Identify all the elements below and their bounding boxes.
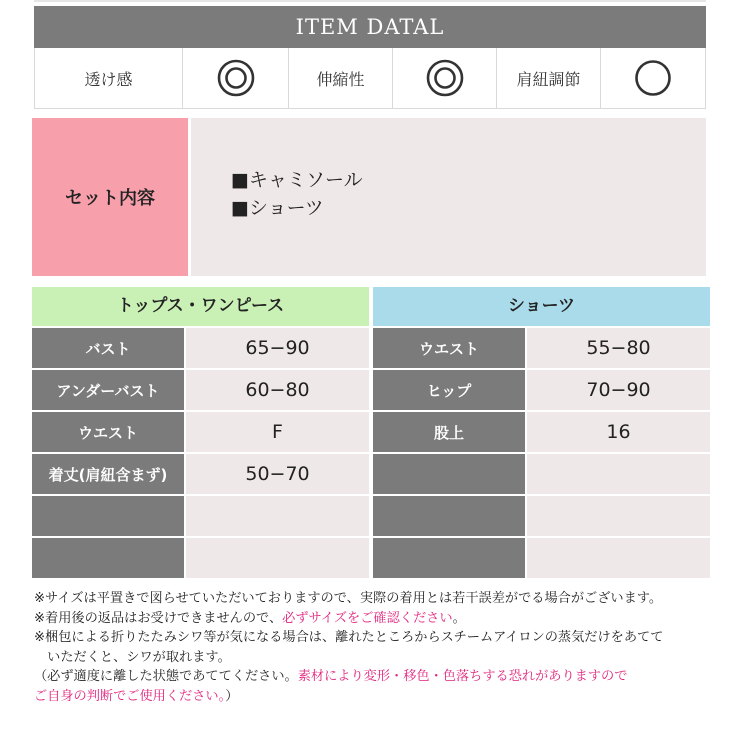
table-row [373,454,710,494]
note-line [34,687,734,707]
table-row [32,328,369,368]
table-row [373,370,710,410]
feature-label-strap-adjust: 肩紐調節 [497,48,601,108]
note-line [34,628,734,648]
item-detail-header: ITEM DATAL [34,6,706,48]
table-row [32,370,369,410]
size-value: 55−80 [527,328,710,368]
set-contents-panel [191,118,706,276]
size-value: 50−70 [186,454,369,494]
note-line [34,667,734,687]
circle-icon [632,57,674,99]
table-row [32,496,369,536]
top-divider [34,0,706,2]
note-line [34,589,734,609]
table-row [373,412,710,452]
feature-label-stretch: 伸縮性 [289,48,393,108]
note-warning-text: 素材により変形・移色・色落ちする恐れがありますので [297,669,628,684]
set-contents-label: セット内容 [32,118,188,276]
table-row [373,538,710,578]
note-text: ） [225,688,239,704]
size-key: バスト [32,328,184,368]
table-row [373,496,710,536]
feature-rating-sheerness [183,48,289,108]
size-key: ヒップ [373,370,525,410]
double-circle-icon [424,57,466,99]
size-key: 着丈(肩紐含まず) [32,454,184,494]
note-text: ※梱包による折りたたみシワ等が気になる場合は、離れたところからスチームアイロンの蒸気だけをあてて [34,630,664,645]
tops-table-header: トップス・ワンピース [32,287,369,326]
size-key: 股上 [373,412,525,452]
size-key [373,538,525,578]
set-item-camisole: ■キャミソール [231,169,363,191]
note-text: 。 [452,610,466,626]
size-key: アンダーバスト [32,370,184,410]
feature-label-sheerness: 透け感 [35,48,183,108]
note-warning-text: 必ずサイズをご確認ください [282,610,453,626]
set-contents-list [231,166,363,222]
size-value: 60−80 [186,370,369,410]
size-value: F [186,412,369,452]
table-row [373,328,710,368]
note-text: ※サイズは平置きで図らせていただいておりますので、実際の着用とは若干誤差がでる場合がございます。 [34,591,663,606]
size-key [32,496,184,536]
shorts-size-table [373,287,710,578]
feature-ratings [34,48,706,109]
size-key [373,454,525,494]
note-line [34,648,734,668]
feature-rating-stretch [393,48,497,108]
size-value [527,538,710,578]
size-value [527,496,710,536]
size-value: 65−90 [186,328,369,368]
tops-size-table [32,287,369,578]
set-item-shorts: ■ショーツ [231,197,324,219]
size-key [373,496,525,536]
note-line [34,609,734,629]
table-row [32,538,369,578]
table-row [32,412,369,452]
size-key: ウエスト [373,328,525,368]
note-text: （必ず適度に離した状態であててください。 [34,669,298,684]
double-circle-icon [215,57,257,99]
table-row [32,454,369,494]
shorts-table-header: ショーツ [373,287,710,326]
size-key [32,538,184,578]
size-value [527,454,710,494]
feature-rating-strap-adjust [601,48,705,108]
note-warning-text: ご自身の判断でご使用ください。 [34,688,226,704]
size-value [186,496,369,536]
note-text: いただくと、シワが取れます。 [34,649,231,665]
note-text: ※着用後の返品はお受けできませんので、 [34,610,283,626]
size-key: ウエスト [32,412,184,452]
size-value [186,538,369,578]
size-value: 70−90 [527,370,710,410]
care-notes [34,589,734,706]
size-value: 16 [527,412,710,452]
